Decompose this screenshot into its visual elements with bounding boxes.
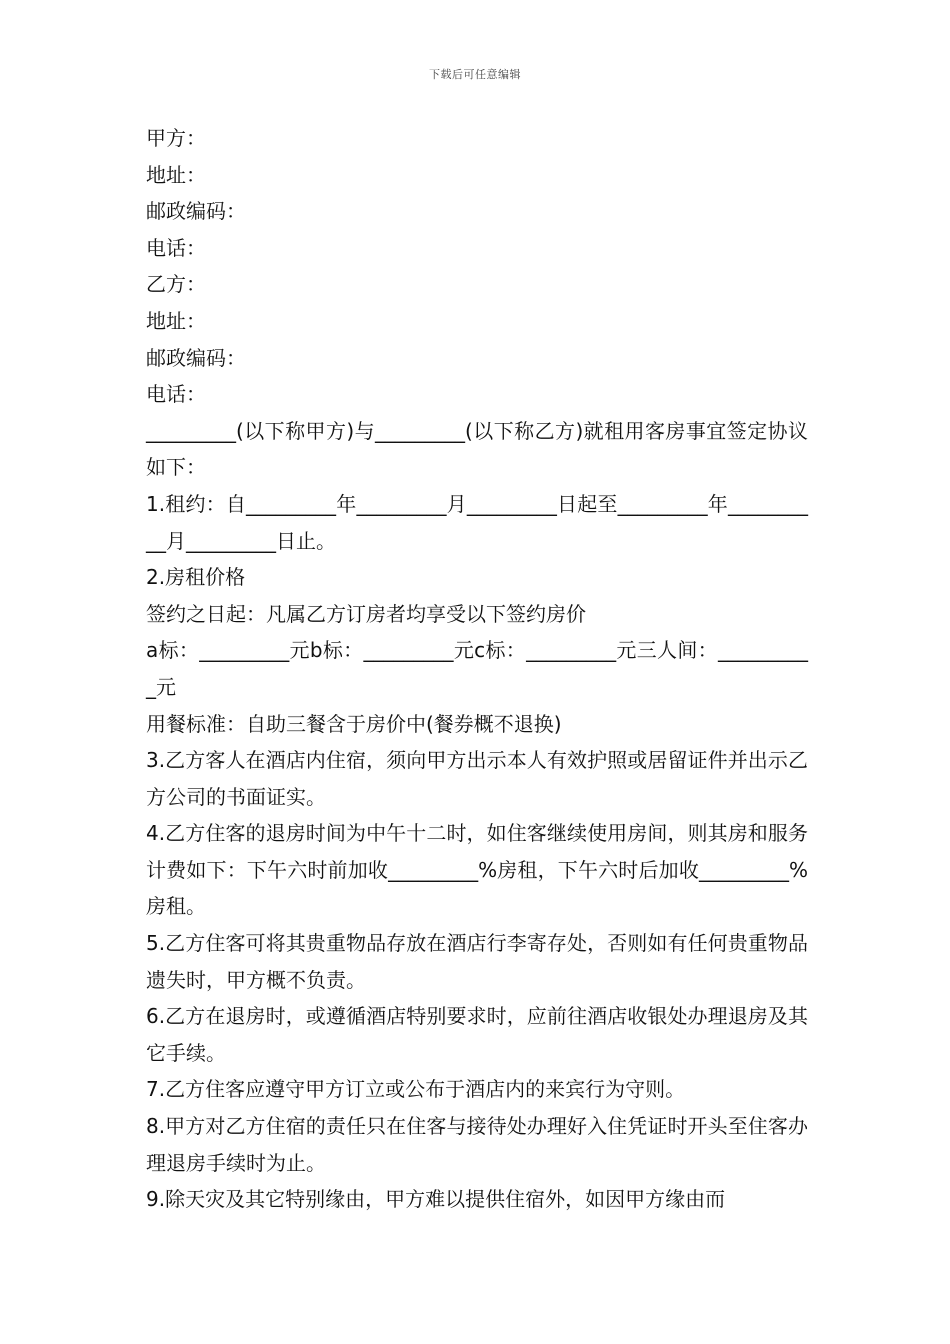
- clause-2-intro: 签约之日起：凡属乙方订房者均享受以下签约房价: [146, 601, 586, 626]
- party-a-postcode-label: 邮政编码：: [146, 199, 246, 224]
- clause-7: 7.乙方住客应遵守甲方订立或公布于酒店内的来宾行为守则。: [146, 1077, 686, 1102]
- contract-body: [146, 120, 808, 1218]
- clause-3: 3.乙方客人在酒店内住宿，须向甲方出示本人有效护照或居留证件并出示乙方公司的书面证实。: [146, 748, 808, 809]
- clause-2-meal-standard: 用餐标准：自助三餐含于房价中(餐券概不退换): [146, 711, 562, 736]
- clause-2-heading: 2.房租价格: [146, 565, 246, 590]
- clause-4: 4.乙方住客的退房时间为中午十二时，如住客继续使用房间，则其房和服务计费如下：下午六时前加收_________%房租，下午六时后加收_________%房租。: [146, 821, 808, 919]
- party-b-postcode-label: 邮政编码：: [146, 345, 246, 370]
- party-a-address-label: 地址：: [146, 162, 206, 187]
- page-header: 下载后可任意编辑: [429, 68, 521, 81]
- party-a-label: 甲方：: [146, 126, 206, 150]
- agreement-intro: _________(以下称甲方)与_________(以下称乙方)就租用客房事宜签定协议如下：: [146, 418, 808, 480]
- clause-2-room-rates: a标：_________元b标：_________元c标：_________元三人间：__________元: [146, 638, 808, 699]
- party-b-label: 乙方：: [146, 272, 206, 297]
- clause-6: 6.乙方在退房时，或遵循酒店特别要求时，应前往酒店收银处办理退房及其它手续。: [146, 1004, 808, 1065]
- clause-5: 5.乙方住客可将其贵重物品存放在酒店行李寄存处，否则如有任何贵重物品遗失时，甲方概不负责。: [146, 931, 808, 992]
- clause-9: 9.除天灾及其它特别缘由，甲方难以提供住宿外，如因甲方缘由而: [146, 1187, 726, 1212]
- clause-8: 8.甲方对乙方住宿的责任只在住客与接待处办理好入住凭证时开头至住客办理退房手续时为止。: [146, 1114, 808, 1175]
- party-a-phone-label: 电话：: [146, 235, 206, 260]
- clause-1-lease-term: 1.租约：自_________年_________月_________日起至_________年__________月_________日止。: [146, 491, 808, 553]
- party-b-phone-label: 电话：: [146, 382, 206, 407]
- party-b-address-label: 地址：: [146, 308, 206, 333]
